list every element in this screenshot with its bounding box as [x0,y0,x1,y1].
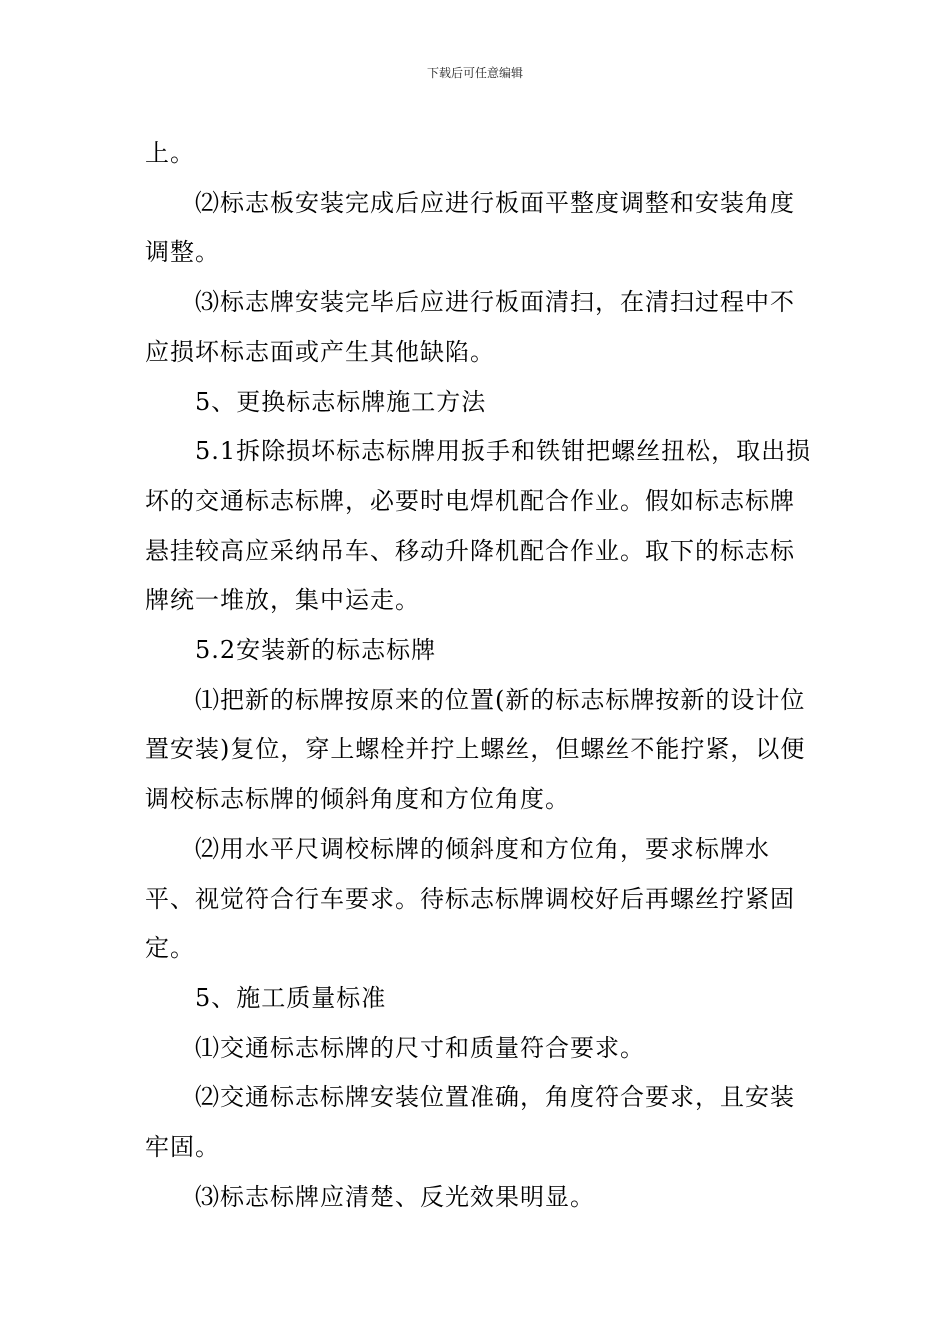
page-header: 下载后可任意编辑 [426,66,523,80]
paragraph-5-1: 5.1拆除损坏标志标牌用扳手和铁钳把螺丝扭松，取出损坏的交通标志标牌，必要时电焊机配合作业。假如标志标牌悬挂较高应采纳吊车、移动升降机配合作业。取下的标志标牌统一堆放，集中运走。 [145,437,812,615]
paragraph-quality-item-1: ⑴交通标志标牌的尺寸和质量符合要求。 [195,1033,645,1062]
paragraph-install-item-1: ⑴把新的标牌按原来的位置(新的标志标牌按新的设计位置安装)复位，穿上螺栓并拧上螺丝，但螺丝不能拧紧，以便调校标志标牌的倾斜角度和方位角度。 [145,685,806,814]
section-heading-quality-standard: 5、施工质量标准 [195,983,387,1012]
paragraph-quality-item-3: ⑶标志标牌应清楚、反光效果明显。 [195,1182,595,1211]
paragraph-continuation: 上。 [145,139,195,167]
section-heading-replace-signs: 5、更换标志标牌施工方法 [195,387,487,416]
document-body [145,129,817,1222]
paragraph-item-3: ⑶标志牌安装完毕后应进行板面清扫，在清扫过程中不应损坏标志面或产生其他缺陷。 [145,288,795,366]
subheading-5-2: 5.2安装新的标志标牌 [195,636,437,665]
paragraph-quality-item-2: ⑵交通标志标牌安装位置准确，角度符合要求，且安装牢固。 [145,1083,795,1162]
paragraph-item-2: ⑵标志板安装完成后应进行板面平整度调整和安装角度调整。 [145,188,795,267]
paragraph-install-item-2: ⑵用水平尺调校标牌的倾斜度和方位角，要求标牌水平、视觉符合行车要求。待标志标牌调校好后再螺丝拧紧固定。 [145,834,795,963]
